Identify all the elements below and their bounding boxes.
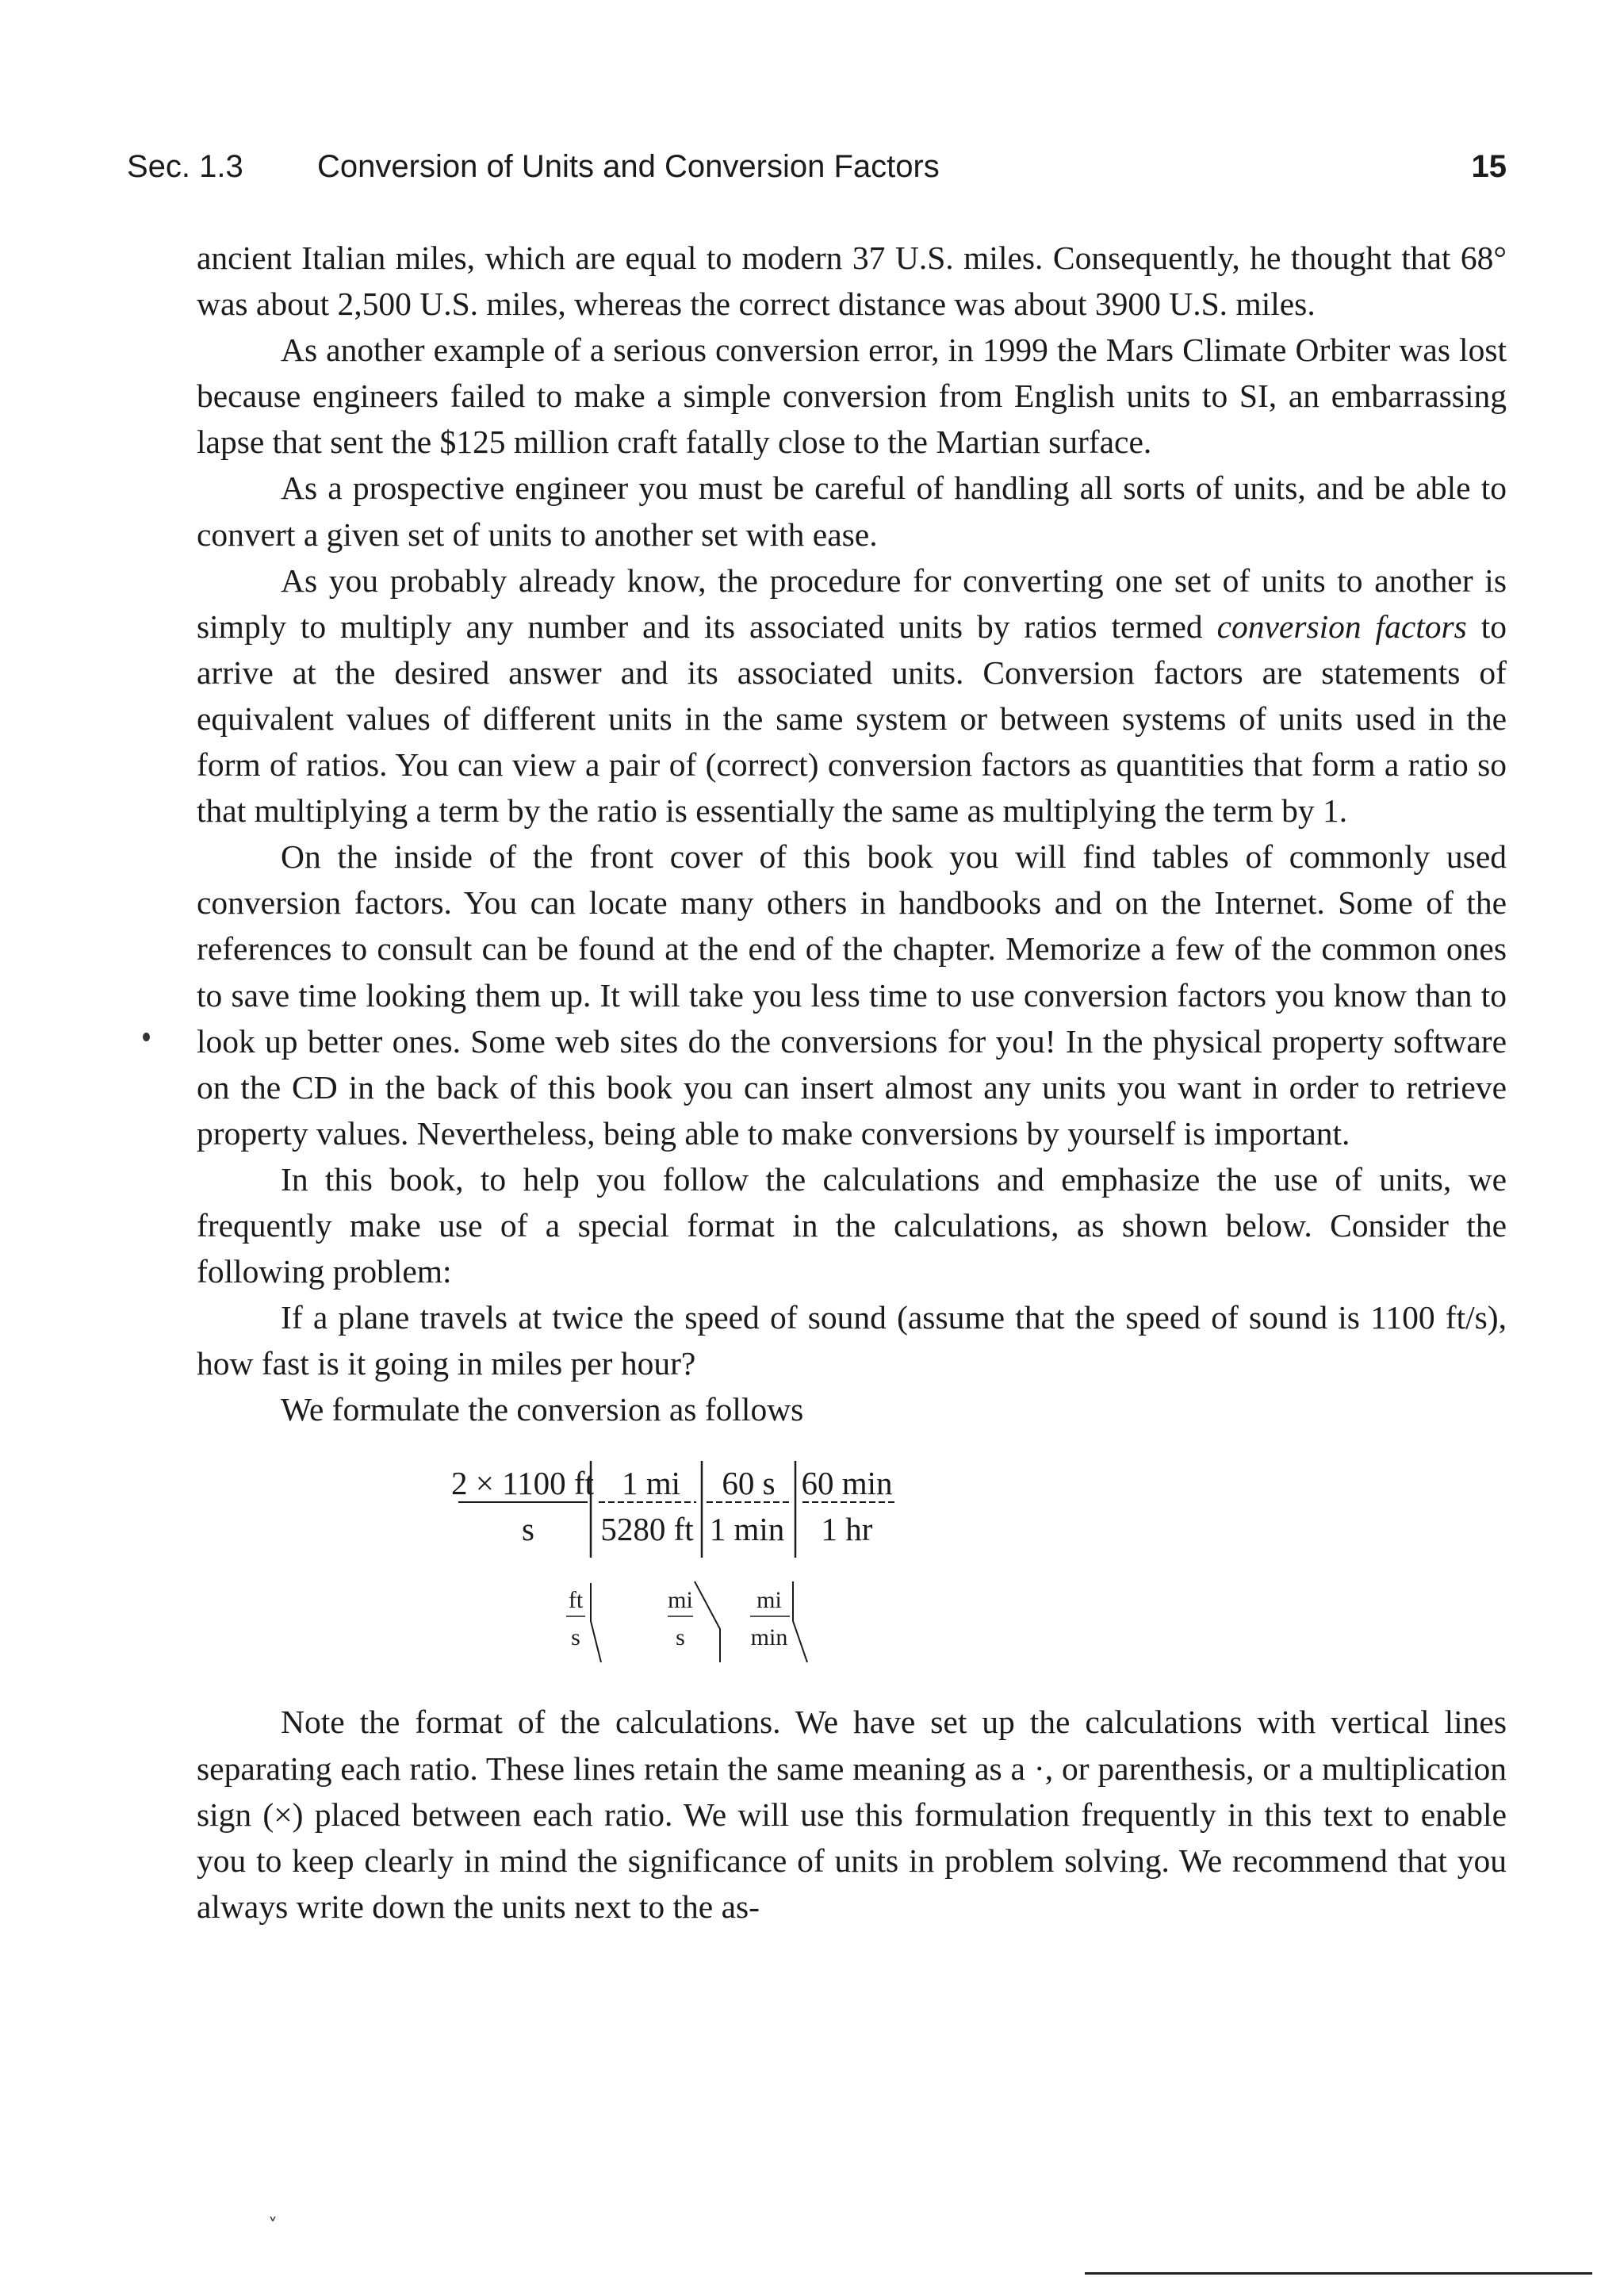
page-number: 15 — [1471, 149, 1507, 184]
body-text — [197, 235, 1507, 1930]
calculation-figure — [197, 1455, 1507, 1685]
unit-annotation-top: mi — [756, 1587, 782, 1614]
conversion-calculation — [197, 1455, 1507, 1685]
paragraph: Note the format of the calculations. We have set up the calculations with vertical lines separating each ratio. These lines retain the same meaning as a ·, or parenthesis, or a multiplication sign (×) placed between each ratio. We will use this formulation frequently in this text to enable you to keep clearly in mind the significance of units in problem solving. We recommend that you always write down the units next to the as- — [197, 1704, 1507, 1925]
ratio-denominator: 1 min — [709, 1511, 785, 1548]
unit-annotation-top: ft — [568, 1587, 584, 1614]
section-title: Conversion of Units and Conversion Factors — [317, 149, 940, 184]
ratio-numerator: 60 s — [722, 1465, 776, 1502]
ratio-numerator: 2 × 1100 ft — [451, 1465, 594, 1502]
text-run: As you probably already know, the procedure for converting one set of units to another is simply to multiply any number and its associated units by ratios termed — [197, 562, 1507, 645]
running-head — [127, 149, 1507, 197]
unit-annotation-bottom: min — [750, 1624, 788, 1651]
paragraph: As a prospective engineer you must be careful of handling all sorts of units, and be able to convert a given set of units to another set with ease. — [197, 470, 1507, 553]
ratio-numerator: 60 min — [801, 1465, 893, 1502]
scan-speck: ˅ — [268, 2214, 278, 2237]
section-number: Sec. 1.3 — [127, 149, 243, 184]
unit-annotation-bottom: s — [571, 1624, 580, 1651]
unit-annotation-arrow — [793, 1581, 807, 1662]
emphasized-term: conversion factors — [1216, 608, 1467, 645]
ratio-numerator: 1 mi — [621, 1465, 681, 1502]
paragraph: As another example of a serious conversion error, in 1999 the Mars Climate Orbiter was lost because engineers failed to make a simple conversion from English units to SI, an embarrassing lapse that sent the $125 million craft fatally close to the Martian surface. — [197, 332, 1507, 461]
unit-annotation-arrow — [695, 1581, 720, 1662]
unit-annotation-top: mi — [668, 1587, 693, 1614]
paragraph: ancient Italian miles, which are equal to modern 37 U.S. miles. Consequently, he thought that 68° was about 2,500 U.S. miles, whereas the correct distance was about 3900 U.S. miles. — [197, 240, 1507, 323]
unit-annotation-arrow — [591, 1583, 601, 1662]
problem-statement: If a plane travels at twice the speed of sound (assume that the speed of sound is 1100 ft/s), how fast is it going in miles per hour? — [197, 1299, 1507, 1382]
paragraph: We formulate the conversion as follows — [281, 1391, 804, 1428]
ratio-denominator: s — [522, 1511, 534, 1548]
paragraph: In this book, to help you follow the calculations and emphasize the use of units, we frequently make use of a special format in the calculations, as shown below. Consider the following problem: — [197, 1160, 1507, 1290]
ratio-denominator: 1 hr — [821, 1511, 873, 1548]
paragraph — [197, 558, 1507, 834]
footer-rule — [1085, 2272, 1592, 2275]
paragraph: On the inside of the front cover of this book you will find tables of commonly used conversion factors. You can locate many others in handbooks and on the Internet. Some of the references to consult can be found at the end of the chapter. Memorize a few of the common ones to save time looking them up. It will take you less time to use conversion factors you know than to look up better ones. Some web sites do the conversions for you! In the physical property software on the CD in the back of this book you can insert almost any units you want in order to retrieve property values. Nevertheless, being able to make conversions by yourself is important. — [197, 838, 1507, 1152]
unit-annotation-bottom: s — [676, 1624, 685, 1651]
ratio-denominator: 5280 ft — [600, 1511, 694, 1548]
margin-mark — [143, 1033, 150, 1041]
text-run: to arrive at the desired answer and its associated units. Conversion factors are statements of equivalent values of different units in the same system or between systems of units used in the form of ratios. You can view a pair of (correct) conversion factors as quantities that form a ratio so that multiplying a term by the ratio is essentially the same as multiplying the term by 1. — [197, 608, 1507, 830]
